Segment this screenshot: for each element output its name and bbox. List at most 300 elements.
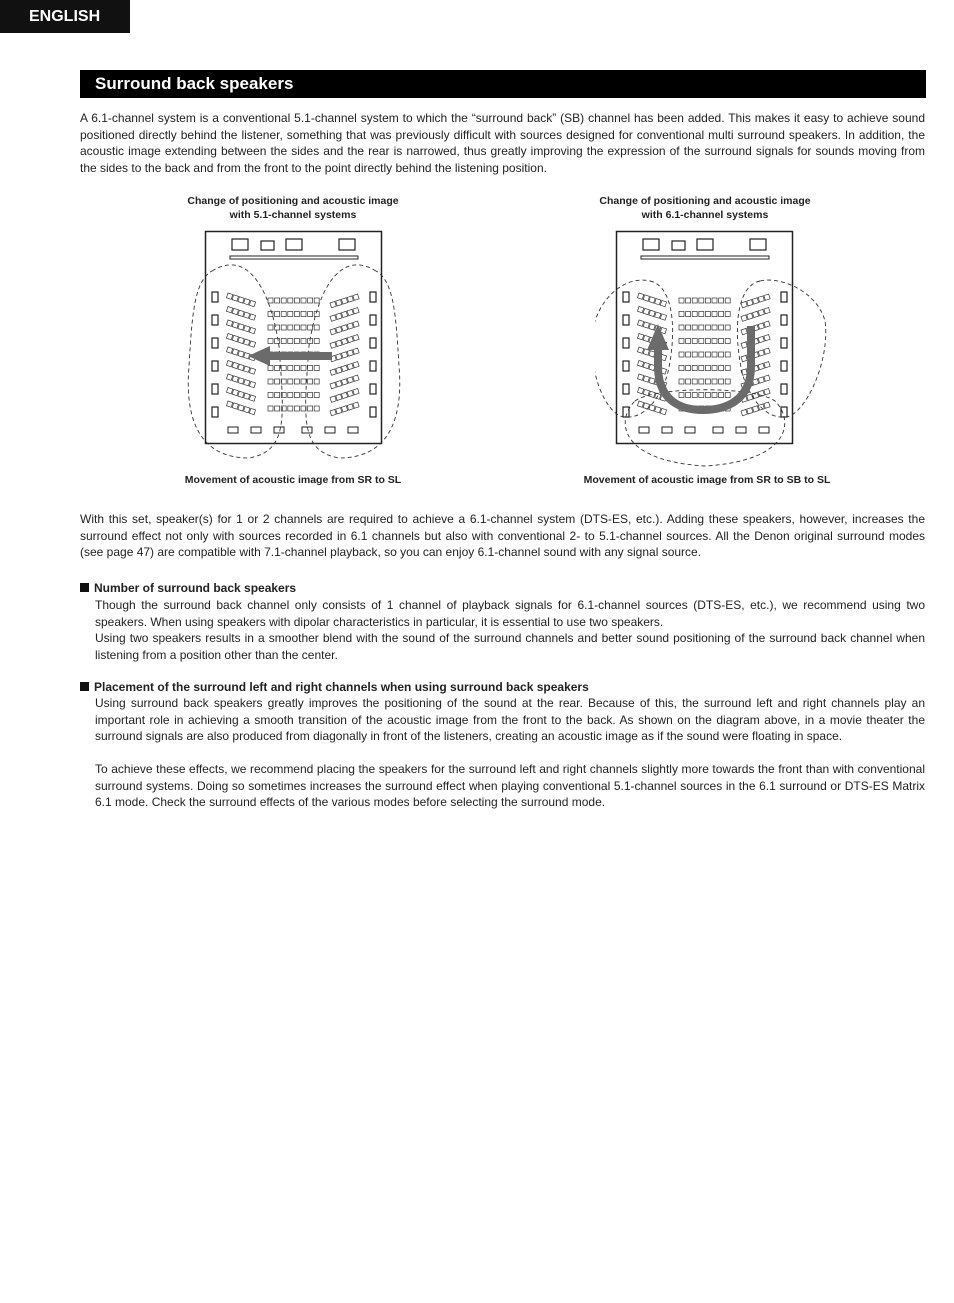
seat (238, 405, 244, 411)
subsection-paragraph: To achieve these effects, we recommend placing the speakers for the surround left and right channels slightly more towards the front than with conventional surround systems. Doing so sometimes increases the surround effect when playing conventional 5.1-channel sources in the 6.1 surround or DTS-ES Matrix 6.1 mode. Check the surround effects of the various modes before selecting the surround mode. (95, 762, 925, 809)
seat (336, 327, 342, 333)
seat-row-right (330, 375, 359, 389)
seat (719, 325, 724, 330)
seat (314, 339, 319, 344)
seat (637, 374, 643, 380)
seat-row-right (741, 308, 770, 322)
seat (314, 379, 319, 384)
side-speaker (212, 407, 218, 417)
left-figure-caption: Movement of acoustic image from SR to SL (184, 474, 402, 486)
seat (747, 300, 753, 306)
subsection-paragraph: Though the surround back channel only consists of 1 channel of playback signals for 6.1-channel sources (DTS-ES, etc.), we recommend using two speakers. When using speakers with dipolar characteristics in particular, it is essential to use two speakers. (95, 598, 925, 629)
seat (249, 341, 255, 347)
seat (679, 339, 684, 344)
seat (244, 380, 250, 386)
front-speakers (230, 239, 358, 259)
seat (712, 312, 717, 317)
seat (238, 337, 244, 343)
seat (637, 361, 643, 367)
side-speaker (781, 361, 787, 371)
seat-row-left (226, 293, 255, 307)
seat (705, 393, 710, 398)
seat-row-left (226, 361, 255, 375)
seat-row-right (330, 402, 359, 416)
seat (330, 409, 336, 415)
seat (249, 381, 255, 387)
seat (643, 335, 649, 341)
rear-speakers (639, 427, 769, 433)
seat (347, 363, 353, 369)
screen (230, 256, 358, 259)
seat (637, 401, 643, 407)
seat (649, 378, 655, 384)
seat (341, 352, 347, 358)
seat (301, 393, 306, 398)
intro-paragraph: A 6.1-channel system is a conventional 5.1-channel system to which the “surround back” (SB) channel has been added. This makes it easy to achieve sound positioned directly behind the listener, something that was previously difficult with sources designed for conventional multi surround speakers. In addition, the acoustic image extending between the sides and the rear is narrowed, thus greatly improving the expression of the surround signals for sounds moving from the sides to the back and from the front to the point directly behind the listening position. (80, 111, 925, 175)
seat (347, 390, 353, 396)
subsection-heading-placement (80, 679, 589, 695)
seat (660, 300, 666, 306)
seat-row-left (226, 334, 255, 348)
seat (705, 312, 710, 317)
seat (764, 308, 770, 314)
seat (232, 308, 238, 314)
seat (341, 338, 347, 344)
seat (244, 312, 250, 318)
seat (275, 379, 280, 384)
seat (341, 392, 347, 398)
seat (655, 312, 661, 318)
seat (244, 339, 250, 345)
seat (353, 294, 359, 300)
seat (747, 394, 753, 400)
seat (649, 324, 655, 330)
subsection-paragraph: Using surround back speakers greatly improves the positioning of the sound at the rear. Because of this, the surround left and right channels play an important role in achieving a smooth transition of the acoustic image from the front to the back. As shown on the diagram above, in a movie theater the surround signals are also produced from diagonally in front of the listeners, creating an acoustic image as if the sound were floating in space. (95, 696, 925, 743)
seat (353, 402, 359, 408)
rear-speaker (685, 427, 695, 433)
seat (294, 393, 299, 398)
seat (226, 374, 232, 380)
seat (758, 350, 764, 356)
side-speaker (370, 338, 376, 348)
front-speakers (641, 239, 769, 259)
seat (712, 352, 717, 357)
seat-row-left (226, 388, 255, 402)
right-figure-title (575, 194, 835, 222)
seat (637, 347, 643, 353)
seat (699, 379, 704, 384)
seat (758, 377, 764, 383)
seat (725, 393, 730, 398)
seat (249, 327, 255, 333)
left-figure-title-line2: with 5.1-channel systems (229, 209, 357, 221)
seat (692, 379, 697, 384)
side-speaker (623, 361, 629, 371)
seat (758, 296, 764, 302)
seat (712, 366, 717, 371)
rear-speaker (251, 427, 261, 433)
seat (336, 313, 342, 319)
seat (281, 325, 286, 330)
seat (705, 379, 710, 384)
side-speaker (370, 292, 376, 302)
seat (741, 315, 747, 321)
seat (643, 362, 649, 368)
side-speaker (781, 315, 787, 325)
seat (686, 379, 691, 384)
seat (294, 406, 299, 411)
seat (301, 298, 306, 303)
seat (301, 312, 306, 317)
front-speaker (286, 239, 302, 250)
seat (336, 381, 342, 387)
seat (725, 312, 730, 317)
seat (699, 352, 704, 357)
seat (294, 339, 299, 344)
seat (679, 325, 684, 330)
rear-speakers (228, 427, 358, 433)
seat (288, 393, 293, 398)
seat (232, 376, 238, 382)
seat (764, 375, 770, 381)
theater-diagram-6-1 (595, 226, 835, 471)
seat (336, 408, 342, 414)
seat (719, 393, 724, 398)
seat (294, 366, 299, 371)
seat (226, 307, 232, 313)
seat (281, 366, 286, 371)
seat (712, 379, 717, 384)
rear-speaker (325, 427, 335, 433)
seat-row-left (637, 293, 666, 307)
seat (275, 312, 280, 317)
right-figure-caption: Movement of acoustic image from SR to SB to SL (583, 474, 831, 486)
seat (353, 308, 359, 314)
right-figure-title-line1: Change of positioning and acoustic image (599, 195, 811, 207)
seat (758, 363, 764, 369)
seat-row-left (226, 401, 255, 415)
seat-row-right (330, 389, 359, 403)
theater-diagram-5-1 (184, 226, 404, 466)
seat (275, 339, 280, 344)
seat (758, 309, 764, 315)
seat (347, 336, 353, 342)
seat (712, 393, 717, 398)
seat (226, 401, 232, 407)
rear-speaker (302, 427, 312, 433)
seat-row-left (226, 374, 255, 388)
seat (314, 406, 319, 411)
side-speaker (623, 384, 629, 394)
subsection-paragraph: Using two speakers results in a smoother blend with the sound of the surround channels and better sound positioning of the surround back channel when listening from a position other than the center. (95, 631, 925, 662)
seat (294, 298, 299, 303)
seat (764, 321, 770, 327)
seat (281, 298, 286, 303)
seat (288, 298, 293, 303)
seat (268, 298, 273, 303)
seat (679, 393, 684, 398)
seat (232, 389, 238, 395)
side-speaker (623, 315, 629, 325)
seat (341, 365, 347, 371)
seat (268, 339, 273, 344)
front-speaker (750, 239, 766, 250)
seat (330, 328, 336, 334)
seat (643, 322, 649, 328)
seat-row-left (226, 307, 255, 321)
rear-speaker (662, 427, 672, 433)
seat (679, 312, 684, 317)
front-speaker (261, 241, 274, 250)
channels-paragraph: With this set, speaker(s) for 1 or 2 channels are required to achieve a 6.1-channel system (DTS-ES, etc.). Adding these speakers, however, increases the surround effect not only with sources recorded in 6.1 channels but also with conventional 2- to 5.1-channel sources. All the Denon original surround modes (see page 47) are compatible with 7.1-channel playback, so you can enjoy 6.1-channel sound with any signal source. (80, 512, 925, 559)
seat (341, 298, 347, 304)
seat (226, 347, 232, 353)
seat (725, 325, 730, 330)
seat (308, 298, 313, 303)
seat (655, 299, 661, 305)
seat (764, 389, 770, 395)
seat (308, 312, 313, 317)
seat (692, 366, 697, 371)
seat (692, 298, 697, 303)
seat (330, 301, 336, 307)
seat (238, 351, 244, 357)
seat (249, 368, 255, 374)
seat (226, 293, 232, 299)
seat (268, 379, 273, 384)
seat-row-left (226, 320, 255, 334)
seat (686, 339, 691, 344)
square-bullet-icon (80, 682, 89, 691)
seat-row-right (330, 308, 359, 322)
seat (655, 407, 661, 413)
side-speaker (781, 292, 787, 302)
left-figure-title (163, 194, 423, 222)
seat (330, 382, 336, 388)
seat (336, 340, 342, 346)
seat (719, 352, 724, 357)
seat (699, 312, 704, 317)
seat (275, 406, 280, 411)
subsection-heading-number (80, 580, 296, 596)
seat-row-right (741, 362, 770, 376)
subsection-heading-text: Number of surround back speakers (94, 581, 297, 595)
rear-speaker (274, 427, 284, 433)
seat (741, 355, 747, 361)
seat (347, 350, 353, 356)
seat (758, 336, 764, 342)
seat (238, 297, 244, 303)
seat (232, 403, 238, 409)
seat (692, 312, 697, 317)
seat (719, 339, 724, 344)
rear-speaker (348, 427, 358, 433)
seat (347, 309, 353, 315)
seat (232, 295, 238, 301)
seat (353, 362, 359, 368)
seat (699, 325, 704, 330)
seat (719, 379, 724, 384)
front-speaker (672, 241, 685, 250)
seat (692, 393, 697, 398)
language-tab: ENGLISH (0, 0, 130, 33)
seat (719, 366, 724, 371)
seat (301, 366, 306, 371)
seat (314, 393, 319, 398)
side-speaker (370, 407, 376, 417)
seat (764, 348, 770, 354)
seat (226, 361, 232, 367)
seat (637, 388, 643, 394)
seat (764, 294, 770, 300)
seat (308, 393, 313, 398)
seat (341, 379, 347, 385)
seat (725, 379, 730, 384)
seat (686, 312, 691, 317)
seat (294, 312, 299, 317)
seat (725, 366, 730, 371)
seat (268, 366, 273, 371)
seat (649, 310, 655, 316)
rear-speaker (639, 427, 649, 433)
seat (643, 295, 649, 301)
seat (238, 364, 244, 370)
seat (692, 352, 697, 357)
seat (314, 366, 319, 371)
screen (641, 256, 769, 259)
seat (238, 378, 244, 384)
seat (294, 325, 299, 330)
front-speaker (339, 239, 355, 250)
seat (226, 334, 232, 340)
seat (725, 298, 730, 303)
seat (649, 405, 655, 411)
seat (752, 298, 758, 304)
seat (232, 322, 238, 328)
seat (353, 375, 359, 381)
seat (712, 325, 717, 330)
square-bullet-icon (80, 583, 89, 592)
seat (679, 352, 684, 357)
seat (649, 391, 655, 397)
seat (288, 312, 293, 317)
seat (232, 349, 238, 355)
seat (699, 366, 704, 371)
seat (275, 298, 280, 303)
seat (341, 311, 347, 317)
seat (301, 325, 306, 330)
seat (679, 366, 684, 371)
seat (660, 408, 666, 414)
seat (741, 301, 747, 307)
seat (268, 312, 273, 317)
seat (705, 325, 710, 330)
side-speaker (781, 338, 787, 348)
seat (705, 352, 710, 357)
seat (741, 409, 747, 415)
side-speaker (212, 292, 218, 302)
seat (686, 352, 691, 357)
seat (353, 335, 359, 341)
seat (294, 379, 299, 384)
sr-to-sb-to-sl-arrow (658, 326, 751, 410)
seat (288, 406, 293, 411)
seat (249, 395, 255, 401)
seat (238, 310, 244, 316)
seat (275, 393, 280, 398)
side-speaker (623, 292, 629, 302)
front-speaker (697, 239, 713, 250)
seat (747, 408, 753, 414)
seat (719, 298, 724, 303)
seat (347, 377, 353, 383)
seat-row-left (637, 307, 666, 321)
seat (725, 339, 730, 344)
seat (643, 389, 649, 395)
seat (686, 298, 691, 303)
seat-row-right (330, 321, 359, 335)
seat (308, 325, 313, 330)
front-speaker (232, 239, 248, 250)
seat (268, 325, 273, 330)
seat (249, 314, 255, 320)
side-speaker (212, 384, 218, 394)
section-title: Surround back speakers (80, 70, 926, 98)
seat (308, 379, 313, 384)
side-speaker (212, 361, 218, 371)
seat (281, 312, 286, 317)
seat (341, 406, 347, 412)
seat (699, 393, 704, 398)
rear-speaker (713, 427, 723, 433)
seat (288, 366, 293, 371)
seat (353, 321, 359, 327)
seat (699, 339, 704, 344)
seat-row-right (741, 321, 770, 335)
side-speaker (781, 407, 787, 417)
seat (308, 366, 313, 371)
seat (244, 299, 250, 305)
seat (679, 298, 684, 303)
seat (288, 339, 293, 344)
rear-speaker (759, 427, 769, 433)
side-speaker (212, 315, 218, 325)
seat-row-left (637, 320, 666, 334)
seat (637, 334, 643, 340)
seat-row-right (330, 362, 359, 376)
seat (249, 408, 255, 414)
side-speaker (781, 384, 787, 394)
seat (288, 379, 293, 384)
seat (347, 323, 353, 329)
seat (747, 313, 753, 319)
seat (314, 325, 319, 330)
seat (301, 339, 306, 344)
side-speaker (370, 384, 376, 394)
seat (244, 407, 250, 413)
seat (637, 320, 643, 326)
seat (232, 335, 238, 341)
seat-row-right (330, 335, 359, 349)
seat (764, 402, 770, 408)
seat (330, 396, 336, 402)
seat (268, 406, 273, 411)
seat (244, 393, 250, 399)
seat (281, 339, 286, 344)
seat (347, 296, 353, 302)
seat (353, 389, 359, 395)
seat (719, 312, 724, 317)
